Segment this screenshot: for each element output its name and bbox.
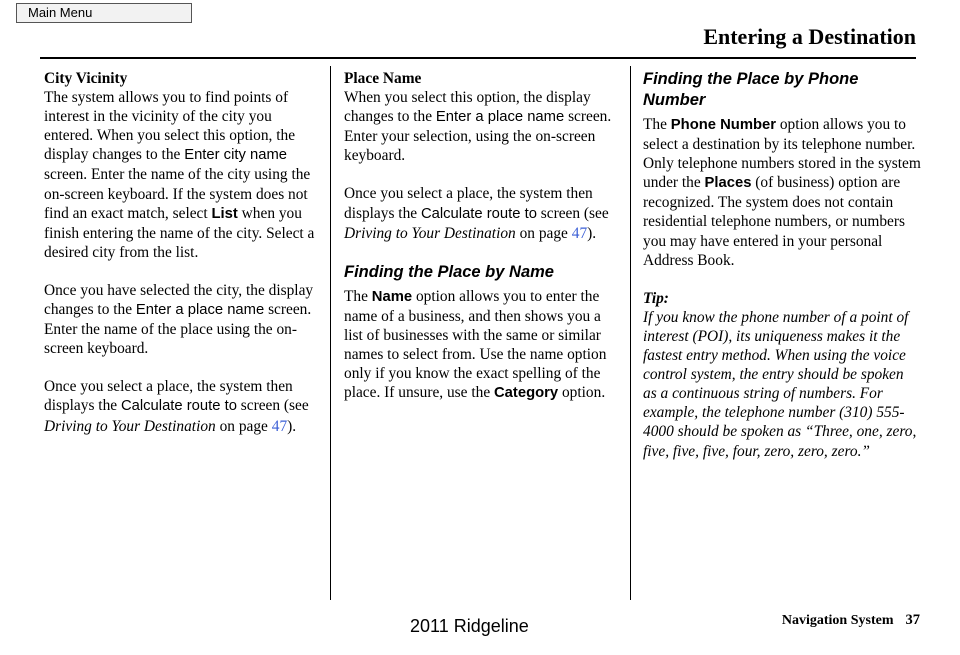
place-name-heading: Place Name	[344, 70, 422, 87]
name-term: Name	[371, 288, 413, 305]
text: screen. Enter the name of the place using the on-screen keyboard.	[44, 301, 312, 358]
column-3	[643, 69, 921, 480]
city-vicinity-paragraph-1	[44, 88, 319, 262]
text: The	[344, 287, 372, 305]
tip-label: Tip:	[643, 289, 669, 307]
enter-place-name-term: Enter a place name	[435, 109, 565, 126]
place-by-name-paragraph	[344, 287, 620, 404]
city-vicinity-heading: City Vicinity	[44, 70, 128, 87]
calculate-route-term: Calculate route to	[120, 398, 237, 415]
text: option allows you to select a destination by its telephone number. Only telephone numbers stored in the system under the	[643, 116, 921, 192]
reference-title: Driving to Your Destination	[344, 224, 516, 242]
text: The	[643, 116, 671, 133]
text: ).	[587, 224, 597, 242]
places-term: Places	[704, 175, 752, 192]
place-name-paragraph-1	[344, 88, 620, 165]
column-divider-2	[630, 66, 631, 600]
text: option allows you to enter the name of a business, and then shows you a list of businesses with the same or similar names to select from. Use the name option only if you know the exact spelling of the place. If unsure, use the	[344, 287, 607, 402]
page-47-link[interactable]: 47	[571, 224, 588, 242]
main-menu-button[interactable]: Main Menu	[16, 3, 192, 23]
place-by-phone-heading: Finding the Place by Phone Number	[643, 70, 859, 109]
column-divider-1	[330, 66, 331, 600]
tip-text: If you know the phone number of a point of interest (POI), its uniqueness makes it the fastest entry method. When using the voice control system, the entry should be spoken as a continuous string of numbers. For example, the telephone number (310) 555-4000 should be spoken as “Three, one, zero, five, five, five, four, zero, zero, zero.”	[643, 308, 917, 460]
column-1	[44, 69, 319, 455]
text: ).	[287, 417, 297, 435]
text: option.	[558, 384, 606, 402]
place-name-paragraph-2	[344, 184, 620, 242]
title-rule	[40, 57, 916, 59]
text: screen. Enter the name of the city using the on-screen keyboard. If the system does not find an exact match, select	[44, 166, 311, 222]
city-vicinity-paragraph-2	[44, 281, 319, 358]
calculate-route-term: Calculate route to	[420, 205, 537, 222]
list-term: List	[211, 205, 238, 222]
text: screen (see	[536, 204, 609, 222]
place-by-phone-paragraph	[643, 115, 921, 270]
footer-label: Navigation System	[781, 613, 894, 628]
category-term: Category	[494, 385, 559, 402]
page-47-link[interactable]: 47	[271, 417, 288, 435]
text: Once you select a place, the system then displays the	[344, 185, 593, 222]
footer-navigation	[782, 612, 920, 629]
text: Once you select a place, the system then displays the	[44, 378, 293, 415]
enter-place-name-term: Enter a place name	[135, 302, 265, 319]
section-title: Entering a Destination	[703, 24, 916, 49]
city-vicinity-paragraph-3	[44, 377, 319, 435]
text: when you finish entering the name of the city. Select a desired city from the list.	[44, 204, 315, 261]
page-number: 37	[905, 612, 920, 628]
text: screen (see	[236, 397, 309, 415]
text: (of business) option are recognized. The system does not contain residential telephone numbers, or numbers you may have entered in your personal Address Book.	[643, 174, 905, 269]
watermark: 2011 Ridgeline	[410, 616, 529, 636]
text: Once you have selected the city, the display changes to the	[44, 281, 314, 319]
text: The system allows you to find points of interest in the vicinity of the city you entered. When you select this option, the display changes to the	[44, 89, 296, 164]
phone-number-term: Phone Number	[670, 117, 777, 133]
enter-city-name-term: Enter city name	[184, 147, 288, 164]
text: screen. Enter your selection, using the on-screen keyboard.	[344, 108, 612, 165]
column-2	[344, 69, 620, 422]
text: on page	[215, 417, 272, 435]
text: on page	[515, 224, 572, 242]
reference-title: Driving to Your Destination	[44, 417, 216, 435]
text: When you select this option, the display changes to the	[344, 89, 591, 126]
place-by-name-heading: Finding the Place by Name	[344, 262, 554, 281]
